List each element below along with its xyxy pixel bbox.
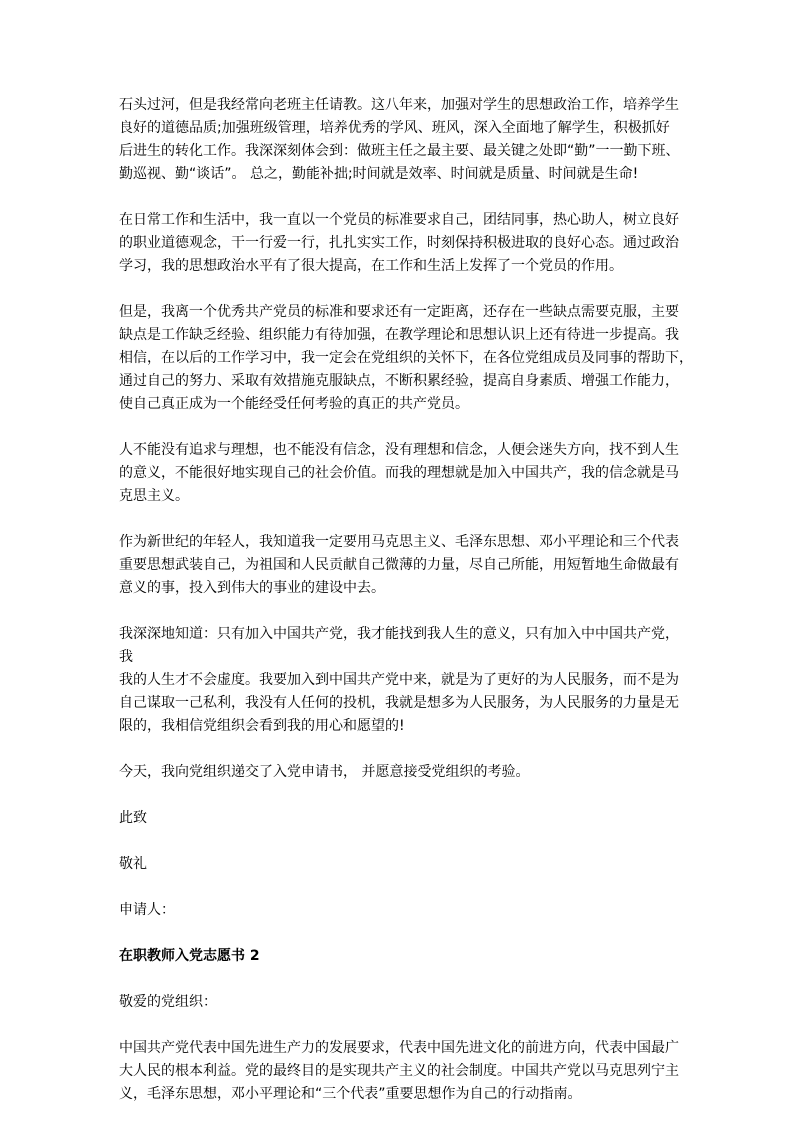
text-line: 中国共产党代表中国先进生产力的发展要求，代表中国先进文化的前进方向，代表中国最广 <box>119 1040 679 1056</box>
paragraph-joining-party <box>119 623 679 738</box>
text-line: 自己谋取一己私利，我没有人任何的投机，我就是想多为人民服务，为人民服务的力量是无 <box>119 695 679 711</box>
text-line: 我的人生才不会虚度。我要加入到中国共产党中来，就是为了更好的为人民服务，而不是为 <box>119 672 679 688</box>
text-line: 缺点是工作缺乏经验、组织能力有待加强，在教学理论和思想认识上还有待进一步提高。我 <box>119 327 679 343</box>
text-line: 大人民的根本利益。党的最终目的是实现共产主义的社会制度。中国共产党以马克思列宁主 <box>119 1063 679 1079</box>
text-line: 克思主义。 <box>119 488 189 504</box>
text-line: 义，毛泽东思想，邓小平理论和“三个代表”重要思想作为自己的行动指南。 <box>119 1086 582 1102</box>
paragraph-submission: 今天，我向党组织递交了入党申请书， 并愿意接受党组织的考验。 <box>119 764 530 780</box>
text-line: 重要思想武装自己，为祖国和人民贡献自己微薄的力量，尽自己所能，用短暂地生命做最有 <box>119 557 679 573</box>
text-line: 勤巡视、勤“谈话”。 总之，勤能补拙;时间就是效率、时间就是质量、时间就是生命! <box>119 166 639 182</box>
paragraph-work-diligence <box>119 94 679 186</box>
text-line: 人不能没有追求与理想，也不能没有信念，没有理想和信念，人便会迷失方向，找不到人生 <box>119 442 679 458</box>
text-line: 但是，我离一个优秀共产党员的标准和要求还有一定距离，还存在一些缺点需要克服，主要 <box>119 304 679 320</box>
text-line: 我 <box>119 649 133 665</box>
text-line: 使自己真正成为一个能经受任何考验的真正的共产党员。 <box>119 396 469 412</box>
paragraph-party-representation <box>119 1037 679 1106</box>
closing-salute: 敬礼 <box>119 856 147 872</box>
text-line: 后进生的转化工作。我深深刻体会到：做班主任之最主要、最关键之处即“勤”一一勤下班、 <box>119 143 680 159</box>
applicant-label: 申请人： <box>119 902 175 918</box>
text-line: 良好的道德品质;加强班级管理，培养优秀的学风、班风，深入全面地了解学生，积极抓好 <box>119 120 670 136</box>
text-line: 限的，我相信党组织会看到我的用心和愿望的! <box>119 718 405 734</box>
text-line: 的职业道德观念，干一行爱一行，扎扎实实工作，时刻保持积极进取的良好心态。通过政治 <box>119 235 679 251</box>
text-line: 相信，在以后的工作学习中，我一定会在党组织的关怀下，在各位党组成员及同事的帮助下， <box>119 350 693 366</box>
text-line: 石头过河，但是我经常向老班主任请教。这八年来，加强对学生的思想政治工作，培养学生 <box>119 97 679 113</box>
paragraph-young-generation <box>119 531 679 600</box>
paragraph-ideals <box>119 439 679 508</box>
text-line: 意义的事，投入到伟大的事业的建设中去。 <box>119 580 385 596</box>
text-line: 在日常工作和生活中，我一直以一个党员的标准要求自己，团结同事，热心助人，树立良好 <box>119 212 679 228</box>
text-line: 的意义，不能很好地实现自己的社会价值。而我的理想就是加入中国共产，我的信念就是马 <box>119 465 679 481</box>
paragraph-party-standard <box>119 209 679 278</box>
text-line: 通过自己的努力、采取有效措施克服缺点，不断积累经验，提高自身素质、增强工作能力， <box>119 373 679 389</box>
salutation: 敬爱的党组织： <box>119 994 217 1010</box>
text-line: 学习，我的思想政治水平有了很大提高，在工作和生活上发挥了一个党员的作用。 <box>119 258 623 274</box>
paragraph-shortcomings <box>119 301 693 416</box>
closing-regards: 此致 <box>119 810 147 826</box>
text-line: 我深深地知道：只有加入中国共产党，我才能找到我人生的意义，只有加入中中国共产党， <box>119 626 679 642</box>
section-title: 在职教师入党志愿书 2 <box>119 948 260 964</box>
document-page <box>119 94 693 1129</box>
text-line: 作为新世纪的年轻人，我知道我一定要用马克思主义、毛泽东思想、邓小平理论和三个代表 <box>119 534 679 550</box>
